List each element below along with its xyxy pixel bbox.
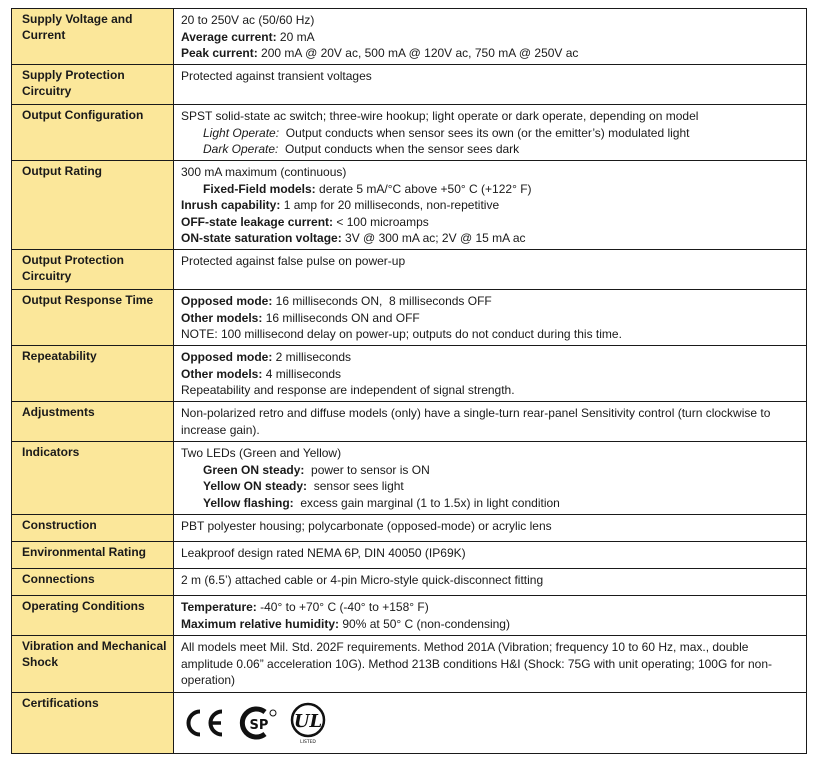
- spec-row-vibration-shock: [12, 636, 807, 693]
- value-line: Non-polarized retro and diffuse models (only) have a single-turn rear-panel Sensitivity control (turn clockwise to increase gain).: [181, 406, 771, 437]
- value-key: Light Operate:: [203, 125, 280, 140]
- value-line: [181, 293, 800, 310]
- row-label: Repeatability: [12, 346, 174, 402]
- value-line: [181, 462, 800, 479]
- value-line: PBT polyester housing; polycarbonate (opposed-mode) or acrylic lens: [181, 519, 552, 533]
- value-text: < 100 microamps: [333, 214, 429, 229]
- row-value: [174, 542, 807, 569]
- row-value: [174, 161, 807, 250]
- spec-row-certifications: [12, 693, 807, 754]
- row-value: [174, 402, 807, 442]
- value-text: 3V @ 300 mA ac; 2V @ 15 mA ac: [341, 231, 526, 245]
- row-label: Construction: [12, 515, 174, 542]
- row-value: [174, 596, 807, 636]
- spec-row-output-configuration: [12, 105, 807, 161]
- value-line: [181, 214, 800, 231]
- row-value: [174, 636, 807, 693]
- value-text: power to sensor is ON: [304, 462, 430, 477]
- value-text: 200 mA @ 20V ac, 500 mA @ 120V ac, 750 mA @ 250V ac: [257, 46, 579, 60]
- spec-row-output-protection: [12, 250, 807, 290]
- value-line: Protected against false pulse on power-up: [181, 254, 406, 268]
- value-text: 1 amp for 20 milliseconds, non-repetitive: [280, 198, 500, 212]
- row-label: Output Configuration: [12, 105, 174, 161]
- value-key: Inrush capability:: [181, 198, 281, 212]
- ce-mark-icon: [181, 708, 225, 738]
- value-key: Temperature:: [181, 600, 257, 614]
- row-label: Connections: [12, 569, 174, 596]
- row-label: Operating Conditions: [12, 596, 174, 636]
- value-line: All models meet Mil. Std. 202F requirements. Method 201A (Vibration; frequency 10 to 60 Hz, max., double amplitude 0.06” acceleration 10G). Method 213B conditions H&I (Shock: 75G with unit operating; 100G for non-operation): [181, 640, 772, 687]
- spec-row-construction: [12, 515, 807, 542]
- row-value: [174, 569, 807, 596]
- row-label: Supply Protection Circuitry: [12, 65, 174, 105]
- value-line: SPST solid-state ac switch; three-wire hookup; light operate or dark operate, depending on model: [181, 109, 699, 123]
- spec-row-supply-protection: [12, 65, 807, 105]
- spec-row-adjustments: [12, 402, 807, 442]
- spec-row-environmental-rating: [12, 542, 807, 569]
- value-key: Opposed mode:: [181, 294, 273, 308]
- value-line: [181, 478, 800, 495]
- value-line: 20 to 250V ac (50/60 Hz): [181, 13, 315, 27]
- value-key: Opposed mode:: [181, 350, 273, 364]
- row-label: Vibration and Mechanical Shock: [12, 636, 174, 693]
- row-label: Indicators: [12, 442, 174, 515]
- value-line: [181, 599, 800, 616]
- row-label: Adjustments: [12, 402, 174, 442]
- csa-mark-icon: [235, 706, 279, 740]
- value-line: [181, 366, 800, 383]
- value-line: [181, 310, 800, 327]
- value-key: Green ON steady:: [203, 462, 305, 477]
- row-value: [174, 290, 807, 346]
- row-label: Output Rating: [12, 161, 174, 250]
- row-label: Supply Voltage and Current: [12, 9, 174, 65]
- specifications-table: [11, 8, 807, 754]
- value-line: [181, 29, 800, 46]
- value-line: [181, 349, 800, 366]
- row-value: [174, 693, 807, 754]
- value-key: Average current:: [181, 29, 277, 44]
- value-line: Leakproof design rated NEMA 6P, DIN 40050 (IP69K): [181, 546, 466, 560]
- value-key: Other models:: [181, 310, 263, 325]
- value-line: [181, 125, 800, 142]
- row-value: [174, 515, 807, 542]
- row-value: [174, 250, 807, 290]
- value-line: Repeatability and response are independent of signal strength.: [181, 383, 515, 397]
- row-value: [174, 442, 807, 515]
- value-line: [181, 45, 800, 62]
- spec-row-supply-voltage: [12, 9, 807, 65]
- value-text: Output conducts when the sensor sees dark: [278, 142, 520, 156]
- value-key: Fixed-Field models:: [203, 181, 316, 196]
- row-label: Output Protection Circuitry: [12, 250, 174, 290]
- row-value: [174, 9, 807, 65]
- value-key: Yellow ON steady:: [203, 479, 308, 493]
- ul-listed-text: LISTED: [300, 740, 316, 745]
- row-value: [174, 346, 807, 402]
- row-label: Environmental Rating: [12, 542, 174, 569]
- value-text: -40° to +70° C (-40° to +158° F): [256, 600, 429, 614]
- row-value: [174, 65, 807, 105]
- ul-mark-text: UL: [293, 711, 323, 732]
- row-label: Certifications: [12, 693, 174, 754]
- value-key: Peak current:: [181, 46, 258, 60]
- value-text: 20 mA: [276, 29, 315, 44]
- certification-logos: [181, 701, 800, 745]
- spec-row-operating-conditions: [12, 596, 807, 636]
- value-line: [181, 141, 800, 158]
- value-line: [181, 181, 800, 198]
- value-text: 16 milliseconds ON and OFF: [262, 310, 420, 325]
- ul-listed-mark-icon: [289, 701, 331, 745]
- csa-mark-text: SP: [249, 718, 269, 733]
- value-text: 16 milliseconds ON, 8 milliseconds OFF: [272, 294, 492, 308]
- value-text: 2 milliseconds: [272, 350, 352, 364]
- row-label: Output Response Time: [12, 290, 174, 346]
- spec-row-connections: [12, 569, 807, 596]
- value-line: 300 mA maximum (continuous): [181, 165, 347, 179]
- value-text: excess gain marginal (1 to 1.5x) in light condition: [293, 495, 560, 510]
- spec-row-output-response-time: [12, 290, 807, 346]
- spec-row-output-rating: [12, 161, 807, 250]
- value-text: 4 milliseconds: [262, 366, 342, 381]
- value-text: Output conducts when sensor sees its own (or the emitter’s) modulated light: [279, 125, 690, 140]
- value-line: Protected against transient voltages: [181, 69, 372, 83]
- value-text: derate 5 mA/°C above +50° C (+122° F): [315, 181, 532, 196]
- value-text: 90% at 50° C (non-condensing): [339, 616, 510, 631]
- spec-row-indicators: [12, 442, 807, 515]
- value-line: [181, 197, 800, 214]
- value-line: NOTE: 100 millisecond delay on power-up; outputs do not conduct during this time.: [181, 327, 622, 341]
- value-key: Maximum relative humidity:: [181, 616, 340, 631]
- value-line: 2 m (6.5’) attached cable or 4-pin Micro-style quick-disconnect fitting: [181, 573, 544, 587]
- value-key: Dark Operate:: [203, 142, 279, 156]
- value-key: Other models:: [181, 366, 263, 381]
- value-key: ON-state saturation voltage:: [181, 231, 342, 245]
- value-line: [181, 616, 800, 633]
- value-key: OFF-state leakage current:: [181, 214, 334, 229]
- value-key: Yellow flashing:: [203, 495, 294, 510]
- value-text: sensor sees light: [307, 479, 404, 493]
- value-line: Two LEDs (Green and Yellow): [181, 446, 342, 460]
- row-value: [174, 105, 807, 161]
- spec-row-repeatability: [12, 346, 807, 402]
- value-line: [181, 230, 800, 247]
- value-line: [181, 495, 800, 512]
